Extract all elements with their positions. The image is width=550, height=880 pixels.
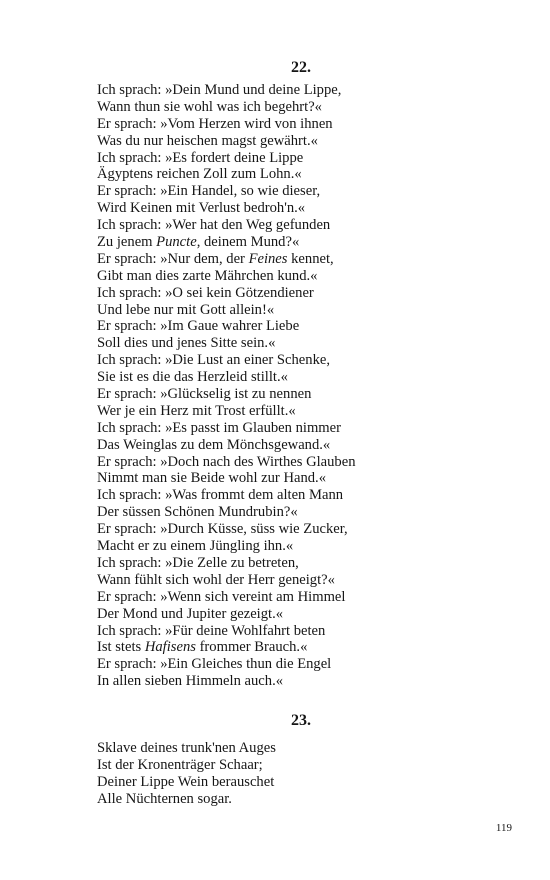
verse-text: Macht er zu einem Jüngling ihn.« bbox=[97, 538, 294, 555]
verse-line bbox=[97, 150, 356, 167]
verse-text: Ich sprach: »Was frommt dem alten Mann bbox=[97, 487, 344, 504]
verse-line bbox=[97, 285, 356, 302]
verse-text: Er sprach: »Durch Küsse, süss wie Zucker, bbox=[97, 521, 348, 538]
verse-text: Er sprach: »Doch nach des Wirthes Glauben bbox=[97, 453, 356, 470]
verse-line bbox=[97, 555, 356, 572]
verse-line bbox=[97, 623, 356, 640]
verse-line bbox=[97, 470, 356, 487]
verse-line bbox=[97, 82, 356, 99]
verse-line bbox=[97, 437, 356, 454]
verse-line bbox=[97, 386, 356, 403]
verse-line bbox=[97, 183, 356, 200]
verse-text: Der süssen Schönen Mundrubin?« bbox=[97, 504, 298, 521]
verse-text: Ist der Kronenträger Schaar; bbox=[97, 756, 263, 773]
poem-number-heading: 22. bbox=[291, 59, 311, 76]
verse-line bbox=[97, 116, 356, 133]
verse-text: Ägyptens reichen Zoll zum Lohn.« bbox=[97, 166, 302, 183]
verse-text: Und lebe nur mit Gott allein!« bbox=[97, 301, 275, 318]
verse-line bbox=[97, 166, 356, 183]
verse-line bbox=[97, 454, 356, 471]
verse-text: Sklave deines trunk'nen Auges bbox=[97, 740, 276, 756]
verse-text: Alle Nüchternen sogar. bbox=[97, 790, 232, 807]
poem-number-heading: 23. bbox=[291, 712, 311, 729]
verse-text: Ich sprach: »Es fordert deine Lippe bbox=[97, 149, 304, 166]
verse-text: Sie ist es die das Herzleid stillt.« bbox=[97, 369, 288, 386]
verse-line bbox=[97, 133, 356, 150]
verse-text: Er sprach: »Ein Gleiches thun die Engel bbox=[97, 656, 332, 673]
verse-text: Ich sprach: »Dein Mund und deine Lippe, bbox=[97, 82, 342, 98]
verse-line bbox=[97, 403, 356, 420]
verse-text: Er sprach: »Vom Herzen wird von ihnen bbox=[97, 115, 333, 132]
verse-text: Nimmt man sie Beide wohl zur Hand.« bbox=[97, 470, 326, 487]
verse-line bbox=[97, 639, 356, 656]
verse-line bbox=[97, 673, 356, 690]
verse-text: Soll dies und jenes Sitte sein.« bbox=[97, 335, 276, 352]
verse-text: Das Weinglas zu dem Mönchsgewand.« bbox=[97, 436, 331, 453]
verse-text: Wird Keinen mit Verlust bedroh'n.« bbox=[97, 200, 306, 217]
verse-text: Er sprach: »Nur dem, der bbox=[97, 250, 249, 267]
verse-line bbox=[97, 521, 356, 538]
verse-line bbox=[97, 757, 276, 774]
verse-line bbox=[97, 234, 356, 251]
verse-line bbox=[97, 302, 356, 319]
verse-text: Ich sprach: »Die Lust an einer Schenke, bbox=[97, 352, 331, 369]
verse-line bbox=[97, 791, 276, 808]
verse-line bbox=[97, 200, 356, 217]
verse-text: Er sprach: »Ein Handel, so wie dieser, bbox=[97, 183, 321, 200]
verse-line bbox=[97, 538, 356, 555]
verse-line bbox=[97, 268, 356, 285]
verse-text: Ist stets bbox=[97, 639, 145, 656]
verse-line bbox=[97, 251, 356, 268]
italic-word: Hafisens bbox=[144, 639, 196, 656]
verse-text: Was du nur heischen magst gewährt.« bbox=[97, 132, 318, 149]
verse-text: In allen sieben Himmeln auch.« bbox=[97, 673, 284, 690]
verse-line bbox=[97, 606, 356, 623]
verse-text: kennet, bbox=[287, 250, 334, 267]
verse-text: frommer Brauch.« bbox=[195, 639, 308, 656]
verse-text: Wann fühlt sich wohl der Herr geneigt?« bbox=[97, 571, 335, 588]
verse-text: Er sprach: »Im Gaue wahrer Liebe bbox=[97, 318, 300, 335]
verse-text: Er sprach: »Wenn sich vereint am Himmel bbox=[97, 588, 346, 605]
verse-text: Ich sprach: »Die Zelle zu betreten, bbox=[97, 554, 299, 571]
verse-text: Wann thun sie wohl was ich begehrt?« bbox=[97, 98, 322, 115]
verse-line bbox=[97, 487, 356, 504]
verse-line bbox=[97, 420, 356, 437]
verse-line bbox=[97, 589, 356, 606]
italic-word: Puncte bbox=[156, 234, 197, 251]
verse-line bbox=[97, 352, 356, 369]
verse-text: Zu jenem bbox=[97, 234, 157, 251]
verse-text: Deiner Lippe Wein berauschet bbox=[97, 773, 275, 790]
page-number: 119 bbox=[495, 822, 512, 834]
verse-line bbox=[97, 99, 356, 116]
verse-line bbox=[97, 335, 356, 352]
verse-line bbox=[97, 217, 356, 234]
verse-text: , deinem Mund?« bbox=[196, 234, 300, 251]
verse-text: Ich sprach: »O sei kein Götzendiener bbox=[97, 284, 314, 301]
verse-text: Ich sprach: »Es passt im Glauben nimmer bbox=[97, 419, 341, 436]
verse-text: Der Mond und Jupiter gezeigt.« bbox=[97, 605, 284, 622]
verse-text: Wer je ein Herz mit Trost erfüllt.« bbox=[97, 402, 296, 419]
verse-line bbox=[97, 318, 356, 335]
verse-line bbox=[97, 504, 356, 521]
verse-line bbox=[97, 774, 276, 791]
verse-text: Ich sprach: »Für deine Wohlfahrt beten bbox=[97, 622, 326, 639]
poem-text bbox=[97, 82, 356, 690]
verse-text: Ich sprach: »Wer hat den Weg gefunden bbox=[97, 217, 331, 234]
verse-line bbox=[97, 740, 276, 757]
verse-line bbox=[97, 369, 356, 386]
verse-text: Er sprach: »Glückselig ist zu nennen bbox=[97, 386, 312, 403]
verse-line bbox=[97, 656, 356, 673]
verse-line bbox=[97, 572, 356, 589]
italic-word: Feines bbox=[248, 250, 288, 267]
poem-text bbox=[97, 740, 276, 808]
verse-text: Gibt man dies zarte Mährchen kund.« bbox=[97, 267, 318, 284]
